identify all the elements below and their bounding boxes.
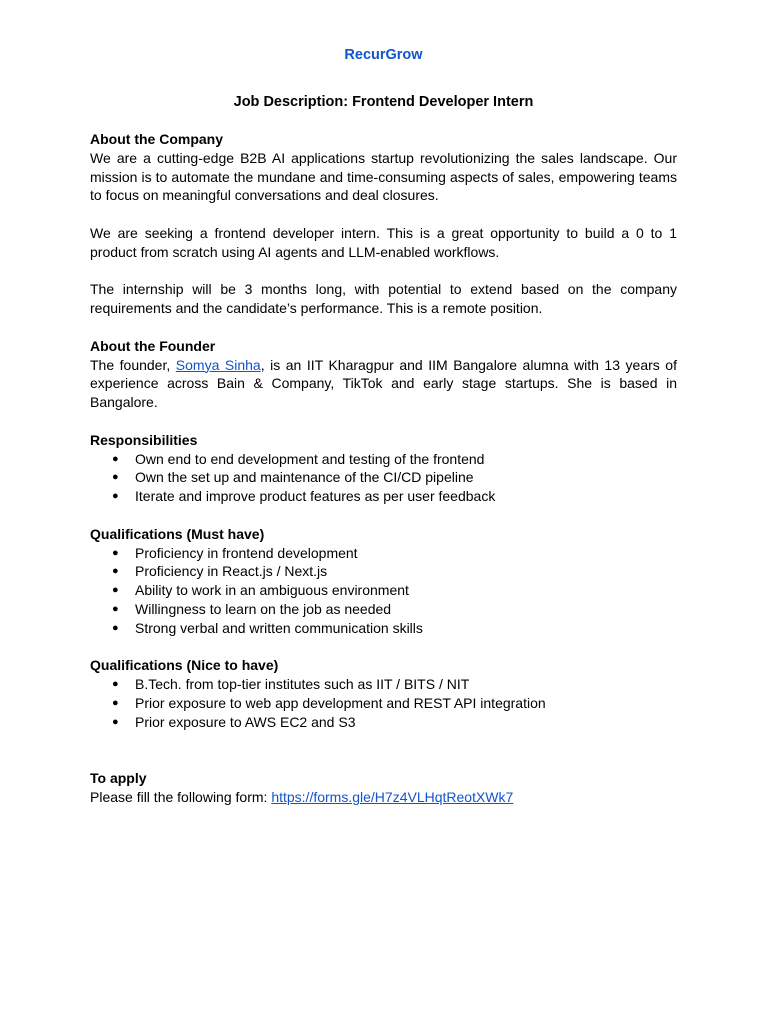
- list-item-text: Own the set up and maintenance of the CI/CD pipeline: [135, 469, 474, 486]
- list-item: [90, 450, 677, 469]
- founder-suffix-text: , is an IIT Kharagpur and IIM Bangalore alumna with 13 years of experience across Bain & Company, TikTok and early stage startups. She is based in Bangalore.: [90, 356, 677, 411]
- responsibilities-heading: Responsibilities: [90, 431, 198, 448]
- spacer: [90, 318, 677, 337]
- responsibilities-list: [90, 450, 677, 506]
- list-item-text: Proficiency in React.js / Next.js: [135, 563, 328, 580]
- spacer: [90, 638, 677, 657]
- apply-prefix-text: Please fill the following form:: [90, 788, 272, 805]
- list-item: [90, 600, 677, 619]
- bullet-icon: ●: [112, 715, 119, 728]
- bullet-icon: ●: [112, 490, 119, 503]
- list-item: [90, 694, 677, 713]
- about-company-paragraph-3: The internship will be 3 months long, with potential to extend based on the company requirements and the candidate’s performance. This is a remote position.: [90, 281, 677, 317]
- bullet-icon: ●: [112, 584, 119, 597]
- list-item-text: B.Tech. from top-tier institutes such as IIT / BITS / NIT: [135, 676, 470, 693]
- list-item: [90, 619, 677, 638]
- list-item: [90, 468, 677, 487]
- bullet-icon: ●: [112, 602, 119, 615]
- to-apply-heading: To apply: [90, 770, 147, 787]
- page-title: Job Description: Frontend Developer Intern: [233, 94, 534, 110]
- list-item-text: Prior exposure to web app development and REST API integration: [135, 694, 546, 711]
- bullet-icon: ●: [112, 546, 119, 559]
- spacer: [90, 205, 677, 224]
- about-founder-heading: About the Founder: [90, 337, 216, 354]
- list-item: [90, 487, 677, 506]
- nice-to-have-heading: Qualifications (Nice to have): [90, 657, 279, 674]
- must-have-list: [90, 544, 677, 638]
- apply-paragraph: [90, 788, 677, 807]
- bullet-icon: ●: [112, 678, 119, 691]
- company-brand: RecurGrow: [344, 47, 423, 63]
- list-item-text: Strong verbal and written communication skills: [135, 619, 423, 636]
- founder-prefix-text: The founder,: [90, 356, 176, 373]
- about-company-paragraph-1: We are a cutting-edge B2B AI applications startup revolutionizing the sales landscape. Our mission is to automate the mundane and time-consuming aspects of sales, empowering teams to focus on meaningful conversations and deal closures.: [90, 149, 677, 204]
- list-item: [90, 581, 677, 600]
- nice-to-have-list: [90, 675, 677, 731]
- must-have-heading: Qualifications (Must have): [90, 525, 265, 542]
- founder-profile-link[interactable]: Somya Sinha: [175, 356, 261, 373]
- about-founder-paragraph: [90, 356, 677, 412]
- list-item-text: Prior exposure to AWS EC2 and S3: [135, 713, 356, 730]
- bullet-icon: ●: [112, 452, 119, 465]
- spacer: [90, 412, 677, 431]
- list-item-text: Willingness to learn on the job as needed: [135, 600, 392, 617]
- spacer: [90, 262, 677, 281]
- bullet-icon: ●: [112, 471, 119, 484]
- spacer: [90, 732, 677, 770]
- list-item-text: Ability to work in an ambiguous environment: [135, 582, 409, 599]
- list-item: [90, 713, 677, 732]
- spacer: [90, 506, 677, 525]
- list-item-text: Proficiency in frontend development: [135, 544, 358, 561]
- bullet-icon: ●: [112, 621, 119, 634]
- bullet-icon: ●: [112, 565, 119, 578]
- list-item: [90, 675, 677, 694]
- document-body: [90, 130, 677, 807]
- about-company-paragraph-2: We are seeking a frontend developer intern. This is a great opportunity to build a 0 to 1 product from scratch using AI agents and LLM-enabled workflows.: [90, 224, 677, 260]
- list-item: [90, 562, 677, 581]
- list-item: [90, 544, 677, 563]
- application-form-link[interactable]: https://forms.gle/H7z4VLHqtReotXWk7: [271, 788, 514, 805]
- list-item-text: Iterate and improve product features as per user feedback: [135, 488, 496, 505]
- list-item-text: Own end to end development and testing of the frontend: [135, 450, 485, 467]
- bullet-icon: ●: [112, 696, 119, 709]
- about-company-heading: About the Company: [90, 131, 223, 147]
